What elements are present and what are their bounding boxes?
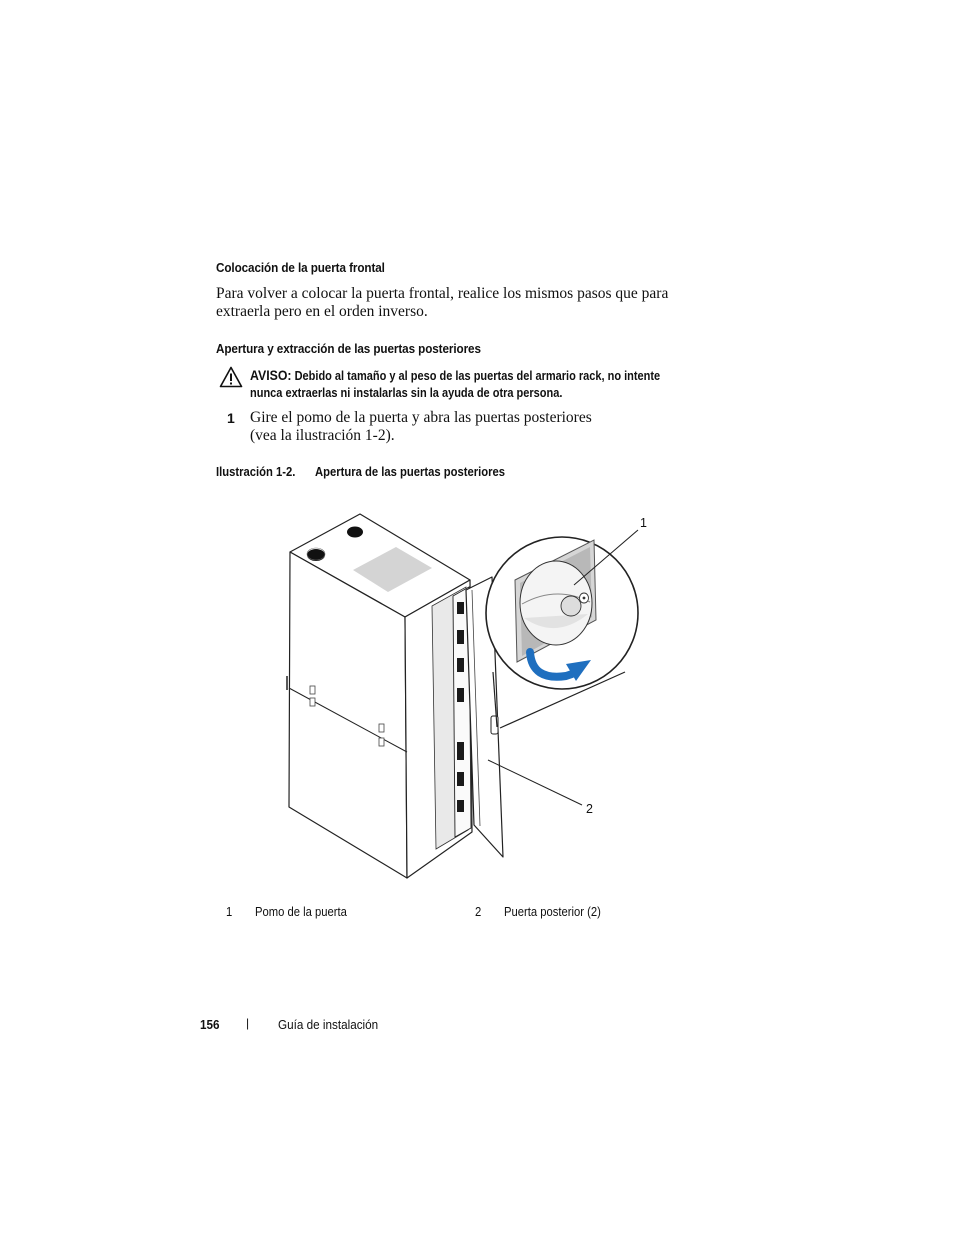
rack-illustration <box>270 500 670 885</box>
step-line: Gire el pomo de la puerta y abra las puertas posteriores <box>250 409 592 426</box>
legend-number: 2 <box>475 905 482 919</box>
figure-title: Apertura de las puertas posteriores <box>315 465 506 479</box>
footer-separator: | <box>246 1016 250 1030</box>
warning-notice <box>250 367 660 402</box>
section-heading-front-door: Colocación de la puerta frontal <box>216 260 385 275</box>
callout-label-knob: 1 <box>640 516 647 530</box>
front-door-paragraph <box>216 285 716 321</box>
paragraph-line: extraerla pero en el orden inverso. <box>216 303 428 320</box>
figure-label: Ilustración 1-2. <box>216 465 296 479</box>
step-number: 1 <box>227 410 235 426</box>
callout-label-rear-door: 2 <box>586 802 593 816</box>
warning-icon <box>219 366 243 388</box>
notice-line: nunca extraerlas ni instalarlas sin la ayuda de otra persona. <box>250 386 563 400</box>
notice-line <box>250 367 660 385</box>
door-knob <box>520 561 592 645</box>
page-number: 156 <box>200 1017 220 1032</box>
section-heading-rear-doors: Apertura y extracción de las puertas posteriores <box>216 341 481 356</box>
notice-label: AVISO: <box>250 367 292 383</box>
footer-title: Guía de instalación <box>278 1017 379 1032</box>
legend-text: Puerta posterior (2) <box>504 905 601 919</box>
notice-text: Debido al tamaño y al peso de las puertas del armario rack, no intente <box>294 369 661 383</box>
step-line: (vea la ilustración 1-2). <box>250 427 395 444</box>
step-text <box>250 409 700 445</box>
paragraph-line: Para volver a colocar la puerta frontal, realice los mismos pasos que para <box>216 285 669 302</box>
legend-text: Pomo de la puerta <box>255 905 347 919</box>
legend-number: 1 <box>226 905 233 919</box>
